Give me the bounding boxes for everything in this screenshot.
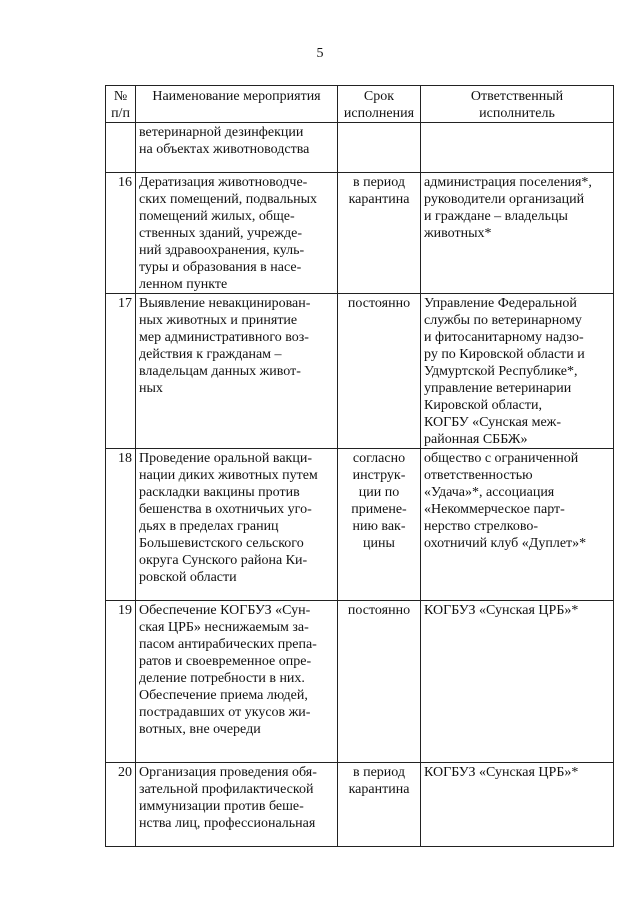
cell-text-line: Большевистского сельского [139, 536, 304, 551]
cell-text-line: нию вак- [352, 519, 406, 534]
cell-text-line: постоянно [347, 296, 411, 311]
header-responsible-line: Ответственный [470, 89, 564, 104]
cell-responsible [421, 173, 614, 294]
cell-text-line: ответственностью [424, 468, 533, 483]
cell-text-line: нерство стрелково- [424, 519, 539, 534]
cell-text-line: туры и образования в насе- [139, 260, 302, 275]
cell-responsible [421, 449, 614, 601]
table-row [106, 449, 614, 601]
cell-text-line: животных* [424, 226, 492, 241]
cell-text-line: Управление Федеральной [424, 296, 577, 311]
cell-text-line: районная СББЖ» [424, 432, 528, 447]
cell-name [136, 763, 338, 847]
cell-term [338, 294, 421, 449]
header-term-line: Срок [363, 89, 395, 104]
cell-responsible [421, 123, 614, 173]
cell-text-line: общество с ограниченной [424, 451, 579, 466]
cell-text-line: владельцам данных живот- [139, 364, 301, 379]
cell-text-line: администрация поселения*, [424, 175, 592, 190]
cell-text-line: бешенства в охотничьих уго- [139, 502, 312, 517]
cell-text-line: «Некоммерческое парт- [424, 502, 565, 517]
table-row [106, 294, 614, 449]
cell-text-line: Проведение оральной вакци- [139, 451, 312, 466]
cell-text-line: карантина [348, 782, 410, 797]
cell-name [136, 123, 338, 173]
table-row [106, 173, 614, 294]
cell-text-line: согласно [352, 451, 406, 466]
cell-text-line: Обеспечение приема людей, [139, 688, 308, 703]
table-row [106, 763, 614, 847]
cell-text-line: зательной профилактической [139, 782, 314, 797]
cell-text-line: вотных, вне очереди [139, 722, 261, 737]
header-name-text: Наименование мероприятия [152, 89, 321, 104]
cell-text-line: и фитосанитарному надзо- [424, 330, 584, 345]
cell-text-line: на объектах животноводства [139, 142, 310, 157]
cell-text-line: Дератизация животноводче- [139, 175, 308, 190]
cell-text-line: ская ЦРБ» неснижаемым за- [139, 620, 309, 635]
cell-text-line: иммунизации против беше- [139, 799, 304, 814]
cell-text-line: ции по [358, 485, 400, 500]
cell-text-line: «Удача»*, ассоциация [424, 485, 555, 500]
cell-responsible [421, 294, 614, 449]
cell-text-line: ру по Кировской области и [424, 347, 585, 362]
cell-text-line: деление потребности в них. [139, 671, 305, 686]
cell-term [338, 763, 421, 847]
cell-text-line: ний здравоохранения, куль- [139, 243, 305, 258]
cell-number: 18 [106, 449, 136, 601]
cell-number: 16 [106, 173, 136, 294]
cell-text-line: ных [139, 381, 163, 396]
cell-text-line: ских помещений, подвальных [139, 192, 318, 207]
cell-text-line: примене- [351, 502, 407, 517]
header-number-line: п/п [111, 106, 130, 121]
cell-term [338, 173, 421, 294]
cell-text-line: КОГБУЗ «Сунская ЦРБ»* [424, 765, 579, 780]
measures-table [105, 85, 614, 847]
cell-text-line: КОГБУ «Сунская меж- [424, 415, 561, 430]
cell-text-line: ровской области [139, 570, 237, 585]
cell-responsible [421, 763, 614, 847]
cell-name [136, 173, 338, 294]
cell-text-line: в период [352, 175, 406, 190]
cell-number: 17 [106, 294, 136, 449]
cell-text-line: Организация проведения обя- [139, 765, 317, 780]
cell-text-line: раскладки вакцины против [139, 485, 300, 500]
cell-text-line: ных животных и принятие [139, 313, 298, 328]
cell-text-line: помещений жилых, обще- [139, 209, 295, 224]
cell-text-line: пасом антирабических препа- [139, 637, 317, 652]
cell-text-line: мер административного воз- [139, 330, 309, 345]
cell-responsible [421, 601, 614, 763]
cell-text-line: действия к гражданам – [139, 347, 282, 362]
cell-number: 19 [106, 601, 136, 763]
cell-term [338, 449, 421, 601]
table-header-row [106, 86, 614, 123]
cell-text-line: КОГБУЗ «Сунская ЦРБ»* [424, 603, 579, 618]
cell-text-line: нства лиц, профессиональная [139, 816, 316, 831]
cell-text-line: ленном пункте [139, 277, 228, 292]
cell-number [106, 123, 136, 173]
header-name [136, 86, 338, 123]
header-responsible-line: исполнитель [479, 106, 555, 121]
table-row-continuation [106, 123, 614, 173]
cell-text-line: постоянно [347, 603, 411, 618]
cell-name [136, 601, 338, 763]
cell-number: 20 [106, 763, 136, 847]
table-row [106, 601, 614, 763]
cell-text-line: ственных зданий, учрежде- [139, 226, 302, 241]
page-number: 5 [316, 46, 324, 61]
cell-text-line: ратов и своевременное опре- [139, 654, 312, 669]
cell-text-line: ветеринарной дезинфекции [139, 125, 304, 140]
cell-term [338, 123, 421, 173]
cell-name [136, 294, 338, 449]
cell-text-line: в период [352, 765, 406, 780]
cell-text-line: Удмуртской Республике*, [424, 364, 578, 379]
header-responsible [421, 86, 614, 123]
cell-name [136, 449, 338, 601]
cell-text-line: Кировской области, [424, 398, 542, 413]
cell-term [338, 601, 421, 763]
cell-text-line: руководители организаций [424, 192, 585, 207]
cell-text-line: карантина [348, 192, 410, 207]
header-number-line: № [113, 89, 128, 104]
cell-text-line: округа Сунского района Ки- [139, 553, 308, 568]
cell-text-line: инструк- [352, 468, 406, 483]
cell-text-line: и граждане – владельцы [424, 209, 568, 224]
header-term-line: исполнения [343, 106, 415, 121]
cell-text-line: управление ветеринарии [424, 381, 572, 396]
cell-text-line: охотничий клуб «Дуплет»* [424, 536, 587, 551]
cell-text-line: дьях в пределах границ [139, 519, 279, 534]
header-number [106, 86, 136, 123]
cell-text-line: нации диких животных путем [139, 468, 318, 483]
cell-text-line: цины [363, 536, 395, 551]
header-term [338, 86, 421, 123]
cell-text-line: службы по ветеринарному [424, 313, 582, 328]
cell-text-line: Выявление невакцинирован- [139, 296, 311, 311]
cell-text-line: пострадавших от укусов жи- [139, 705, 311, 720]
cell-text-line: Обеспечение КОГБУЗ «Сун- [139, 603, 311, 618]
